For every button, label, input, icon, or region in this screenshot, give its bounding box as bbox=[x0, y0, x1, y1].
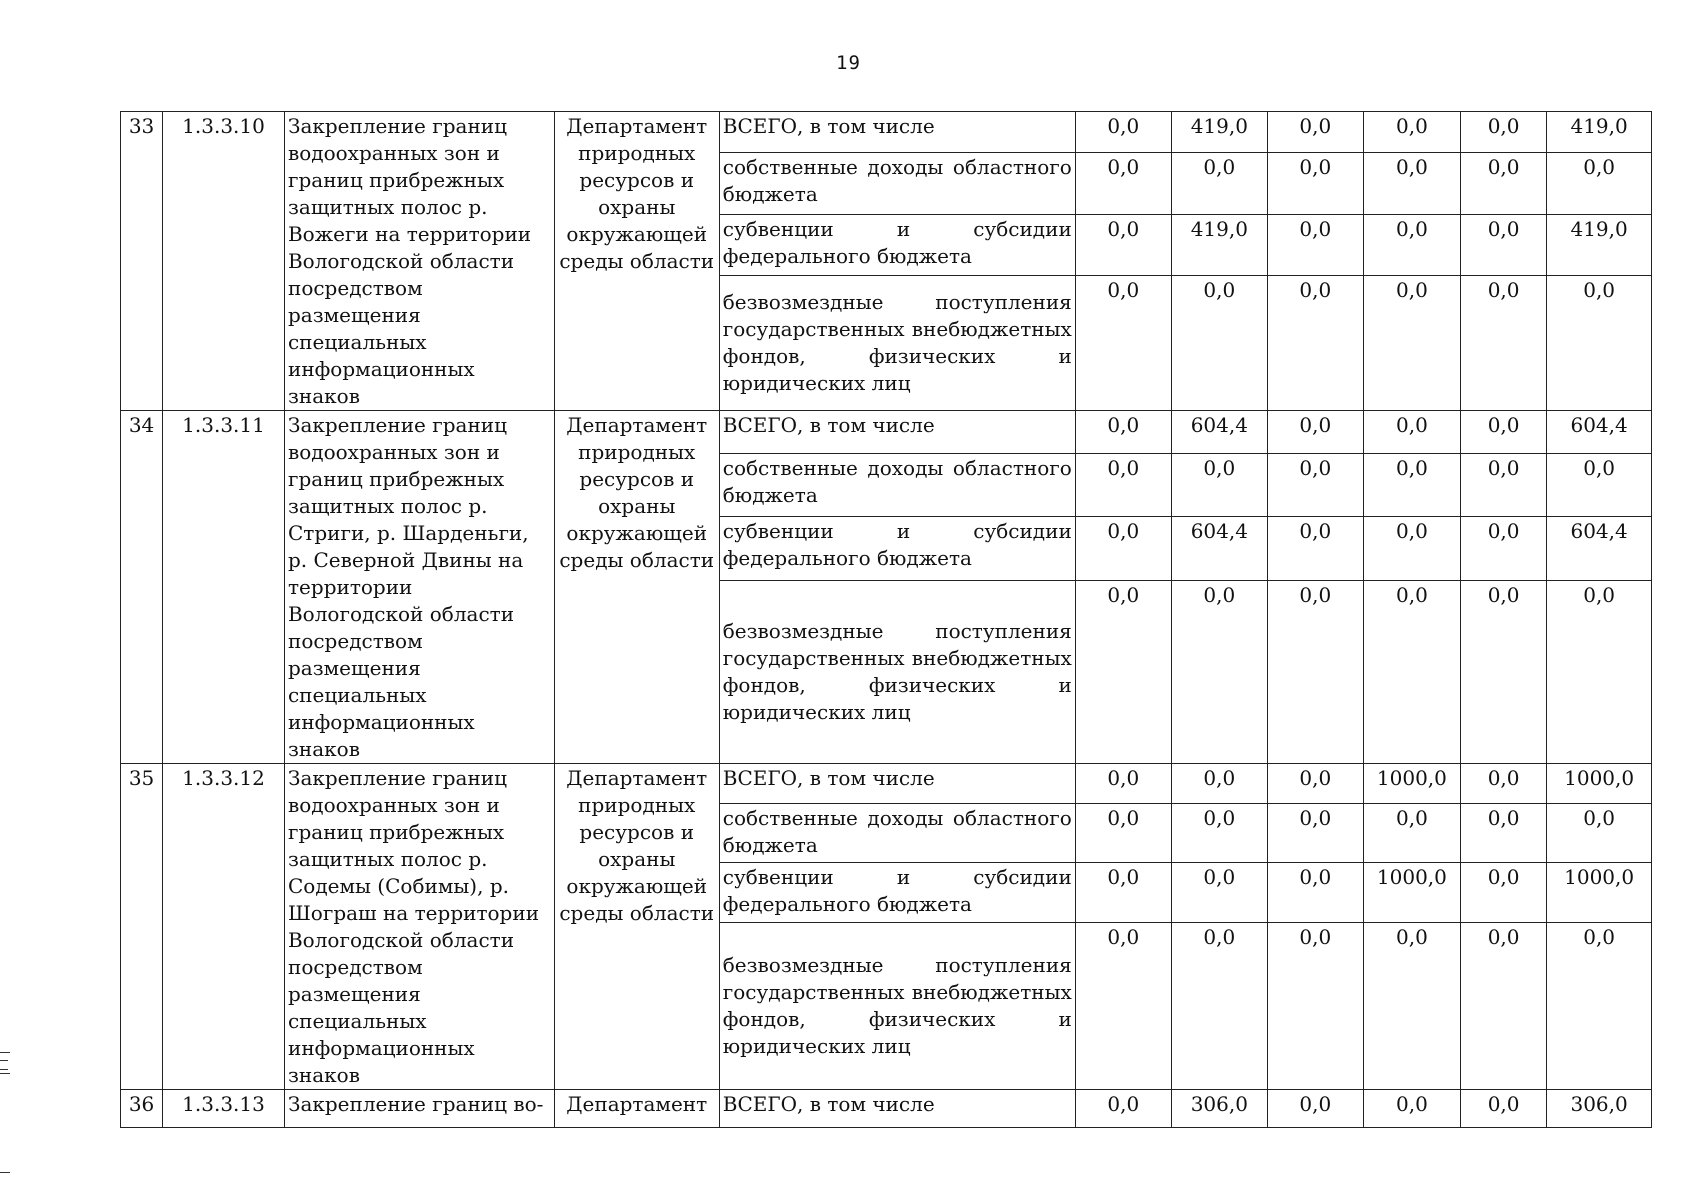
funding-value: 0,0 bbox=[1547, 453, 1652, 516]
funding-value: 0,0 bbox=[1171, 580, 1267, 763]
funding-value: 0,0 bbox=[1075, 411, 1171, 454]
funding-value: 0,0 bbox=[1267, 580, 1363, 763]
funding-value: 604,4 bbox=[1171, 517, 1267, 580]
funding-value: 0,0 bbox=[1547, 580, 1652, 763]
funding-value: 0,0 bbox=[1075, 922, 1171, 1089]
funding-source: ВСЕГО, в том числе bbox=[719, 764, 1075, 804]
funding-value: 1000,0 bbox=[1363, 863, 1460, 922]
row-department: Департамент природных ресурсов и охраны окружающей среды области bbox=[554, 764, 719, 1090]
funding-value: 0,0 bbox=[1460, 922, 1546, 1089]
funding-value: 0,0 bbox=[1460, 275, 1546, 410]
funding-value: 0,0 bbox=[1267, 764, 1363, 804]
funding-value: 0,0 bbox=[1363, 517, 1460, 580]
row-department: Департамент природных ресурсов и охраны окружающей среды области bbox=[554, 112, 719, 411]
funding-value: 0,0 bbox=[1460, 804, 1546, 863]
funding-source: собственные доходы областного бюджета bbox=[719, 804, 1075, 863]
funding-value: 0,0 bbox=[1075, 153, 1171, 214]
row-description: Закрепление границ водоохранных зон и границ прибрежных защитных полос р. Вожеги на территории Вологодской области посредством размещения специальных информационных знаков bbox=[284, 112, 554, 411]
funding-source: субвенции и субсидии федерального бюджета bbox=[719, 863, 1075, 922]
row-department: Департамент природных ресурсов и охраны окружающей среды области bbox=[554, 411, 719, 764]
row-description: Закрепление границ водоохранных зон и границ прибрежных защитных полос р. Содемы (Собимы), р. Шограш на территории Вологодской области посредством размещения специальных информационных знаков bbox=[284, 764, 554, 1090]
funding-value: 0,0 bbox=[1171, 453, 1267, 516]
funding-value: 0,0 bbox=[1267, 411, 1363, 454]
row-number: 34 bbox=[121, 411, 163, 764]
funding-value: 0,0 bbox=[1460, 153, 1546, 214]
funding-value: 0,0 bbox=[1171, 804, 1267, 863]
funding-source: безвозмездные поступления государственных внебюджетных фондов, физических и юридических лиц bbox=[719, 275, 1075, 410]
funding-value: 0,0 bbox=[1075, 804, 1171, 863]
funding-value: 0,0 bbox=[1075, 580, 1171, 763]
funding-value: 0,0 bbox=[1460, 764, 1546, 804]
funding-value: 604,4 bbox=[1171, 411, 1267, 454]
table-row bbox=[121, 764, 1652, 804]
funding-value: 0,0 bbox=[1460, 580, 1546, 763]
funding-value: 0,0 bbox=[1171, 153, 1267, 214]
page-number: 19 bbox=[836, 52, 861, 74]
funding-value: 0,0 bbox=[1460, 453, 1546, 516]
funding-source: собственные доходы областного бюджета bbox=[719, 453, 1075, 516]
funding-value: 1000,0 bbox=[1363, 764, 1460, 804]
funding-value: 0,0 bbox=[1363, 112, 1460, 153]
funding-value: 604,4 bbox=[1547, 517, 1652, 580]
funding-value: 0,0 bbox=[1075, 112, 1171, 153]
funding-value: 0,0 bbox=[1171, 275, 1267, 410]
row-code: 1.3.3.11 bbox=[163, 411, 285, 764]
funding-value: 0,0 bbox=[1460, 411, 1546, 454]
funding-value: 419,0 bbox=[1547, 112, 1652, 153]
budget-table bbox=[120, 111, 1652, 1128]
funding-value: 419,0 bbox=[1171, 214, 1267, 275]
funding-value: 0,0 bbox=[1267, 1090, 1363, 1128]
funding-value: 419,0 bbox=[1171, 112, 1267, 153]
funding-value: 0,0 bbox=[1363, 214, 1460, 275]
edge-mark bbox=[0, 1060, 8, 1070]
row-number: 33 bbox=[121, 112, 163, 411]
funding-value: 0,0 bbox=[1075, 1090, 1171, 1128]
funding-value: 0,0 bbox=[1267, 214, 1363, 275]
funding-value: 0,0 bbox=[1171, 863, 1267, 922]
funding-source: субвенции и субсидии федерального бюджета bbox=[719, 214, 1075, 275]
funding-value: 0,0 bbox=[1460, 112, 1546, 153]
funding-source: ВСЕГО, в том числе bbox=[719, 112, 1075, 153]
row-department: Департамент bbox=[554, 1090, 719, 1128]
funding-value: 0,0 bbox=[1075, 863, 1171, 922]
funding-value: 0,0 bbox=[1363, 411, 1460, 454]
funding-value: 0,0 bbox=[1075, 453, 1171, 516]
funding-value: 0,0 bbox=[1267, 112, 1363, 153]
funding-value: 0,0 bbox=[1267, 453, 1363, 516]
funding-value: 0,0 bbox=[1075, 275, 1171, 410]
funding-value: 0,0 bbox=[1547, 153, 1652, 214]
table-row bbox=[121, 1090, 1652, 1128]
funding-value: 0,0 bbox=[1363, 275, 1460, 410]
edge-mark bbox=[0, 1172, 10, 1173]
row-code: 1.3.3.13 bbox=[163, 1090, 285, 1128]
funding-source: ВСЕГО, в том числе bbox=[719, 1090, 1075, 1128]
funding-value: 0,0 bbox=[1460, 214, 1546, 275]
funding-value: 0,0 bbox=[1547, 804, 1652, 863]
row-code: 1.3.3.10 bbox=[163, 112, 285, 411]
funding-value: 306,0 bbox=[1171, 1090, 1267, 1128]
funding-source: безвозмездные поступления государственных внебюджетных фондов, физических и юридических лиц bbox=[719, 922, 1075, 1089]
funding-value: 0,0 bbox=[1075, 214, 1171, 275]
funding-value: 0,0 bbox=[1460, 863, 1546, 922]
row-code: 1.3.3.12 bbox=[163, 764, 285, 1090]
funding-source: ВСЕГО, в том числе bbox=[719, 411, 1075, 454]
table-body bbox=[121, 112, 1652, 1128]
row-number: 35 bbox=[121, 764, 163, 1090]
funding-source: безвозмездные поступления государственных внебюджетных фондов, физических и юридических лиц bbox=[719, 580, 1075, 763]
funding-value: 0,0 bbox=[1267, 275, 1363, 410]
row-description: Закрепление границ водоохранных зон и границ прибрежных защитных полос р. Стриги, р. Шарденьги, р. Северной Двины на территории Вологодской области посредством размещения специальных информационных знаков bbox=[284, 411, 554, 764]
funding-value: 0,0 bbox=[1363, 922, 1460, 1089]
funding-value: 0,0 bbox=[1363, 804, 1460, 863]
funding-value: 0,0 bbox=[1267, 922, 1363, 1089]
funding-value: 604,4 bbox=[1547, 411, 1652, 454]
funding-value: 0,0 bbox=[1267, 804, 1363, 863]
funding-source: субвенции и субсидии федерального бюджета bbox=[719, 517, 1075, 580]
funding-value: 1000,0 bbox=[1547, 764, 1652, 804]
funding-value: 0,0 bbox=[1363, 1090, 1460, 1128]
funding-value: 0,0 bbox=[1460, 517, 1546, 580]
funding-source: собственные доходы областного бюджета bbox=[719, 153, 1075, 214]
funding-value: 0,0 bbox=[1267, 863, 1363, 922]
funding-value: 0,0 bbox=[1363, 153, 1460, 214]
funding-value: 306,0 bbox=[1547, 1090, 1652, 1128]
funding-value: 0,0 bbox=[1547, 922, 1652, 1089]
row-description: Закрепление границ во- bbox=[284, 1090, 554, 1128]
table-row bbox=[121, 112, 1652, 153]
funding-value: 0,0 bbox=[1075, 517, 1171, 580]
funding-value: 1000,0 bbox=[1547, 863, 1652, 922]
funding-value: 0,0 bbox=[1075, 764, 1171, 804]
funding-value: 0,0 bbox=[1171, 764, 1267, 804]
funding-value: 0,0 bbox=[1363, 580, 1460, 763]
funding-value: 0,0 bbox=[1267, 153, 1363, 214]
funding-value: 0,0 bbox=[1460, 1090, 1546, 1128]
table-row bbox=[121, 411, 1652, 454]
funding-value: 419,0 bbox=[1547, 214, 1652, 275]
funding-value: 0,0 bbox=[1547, 275, 1652, 410]
funding-value: 0,0 bbox=[1171, 922, 1267, 1089]
funding-value: 0,0 bbox=[1363, 453, 1460, 516]
funding-value: 0,0 bbox=[1267, 517, 1363, 580]
row-number: 36 bbox=[121, 1090, 163, 1128]
